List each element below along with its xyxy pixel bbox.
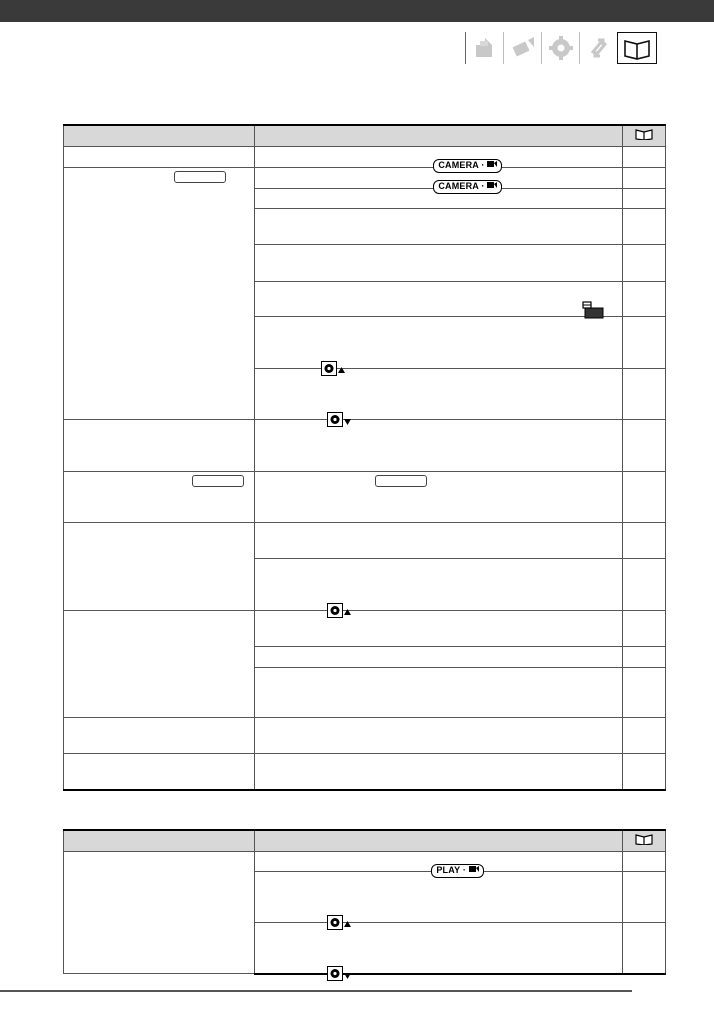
table-row bbox=[64, 523, 666, 559]
joystick-down-icon bbox=[327, 412, 351, 427]
joystick-down-icon bbox=[327, 966, 351, 981]
row-page-ref bbox=[622, 369, 665, 420]
row-description bbox=[255, 754, 623, 790]
row-description bbox=[255, 147, 623, 168]
row-label bbox=[64, 168, 255, 420]
row-label bbox=[64, 718, 255, 754]
manual-book-icon[interactable] bbox=[617, 32, 657, 64]
camera-movie-icon[interactable] bbox=[503, 32, 541, 64]
row-description bbox=[255, 852, 623, 875]
table-header-row bbox=[64, 125, 666, 147]
joystick-up-icon bbox=[321, 361, 345, 376]
row-label bbox=[64, 420, 255, 472]
header-cell-page-ref bbox=[622, 125, 665, 147]
row-description bbox=[255, 718, 623, 754]
movie-camera-icon bbox=[487, 160, 497, 168]
settings-gear-icon[interactable] bbox=[541, 32, 579, 64]
book-icon bbox=[635, 833, 653, 845]
header-cell-description bbox=[255, 125, 623, 147]
row-label bbox=[64, 147, 255, 168]
header-cell-item bbox=[64, 125, 255, 147]
row-description bbox=[255, 317, 623, 369]
row-page-ref bbox=[622, 611, 665, 647]
row-description bbox=[255, 611, 623, 647]
row-description bbox=[255, 420, 623, 472]
table-header-row bbox=[64, 830, 666, 852]
row-page-ref bbox=[622, 872, 665, 923]
row-page-ref bbox=[622, 147, 665, 168]
row-page-ref bbox=[622, 718, 665, 754]
header-cell-page-ref bbox=[622, 830, 665, 852]
row-description bbox=[255, 872, 623, 923]
movie-camera-icon bbox=[469, 865, 479, 873]
mode-tag bbox=[174, 171, 226, 183]
row-page-ref bbox=[622, 420, 665, 472]
row-description bbox=[255, 472, 623, 523]
table-row bbox=[64, 852, 666, 872]
transfer-arrows-icon[interactable] bbox=[579, 32, 617, 64]
header-cell-item bbox=[64, 830, 255, 852]
row-label bbox=[64, 611, 255, 718]
row-page-ref bbox=[622, 209, 665, 245]
row-description bbox=[255, 668, 623, 718]
video-snapshot-icon bbox=[581, 301, 605, 319]
table-row bbox=[64, 147, 666, 168]
row-description bbox=[255, 523, 623, 559]
table-row bbox=[64, 420, 666, 472]
row-label bbox=[64, 523, 255, 611]
row-description bbox=[255, 559, 623, 611]
row-page-ref bbox=[622, 189, 665, 209]
mode-tag bbox=[375, 475, 427, 487]
joystick-up-icon bbox=[327, 915, 351, 930]
book-icon bbox=[635, 128, 653, 140]
row-page-ref bbox=[622, 559, 665, 611]
row-description bbox=[255, 369, 623, 420]
row-page-ref bbox=[622, 668, 665, 718]
row-page-ref bbox=[622, 923, 665, 974]
row-page-ref bbox=[622, 523, 665, 559]
row-page-ref bbox=[622, 647, 665, 668]
table-row bbox=[64, 718, 666, 754]
play-mode-badge: PLAY · bbox=[431, 864, 483, 878]
row-page-ref bbox=[622, 472, 665, 523]
row-description bbox=[255, 923, 623, 974]
footer-rule bbox=[0, 990, 632, 992]
header-bar bbox=[0, 0, 714, 22]
settings-table-1 bbox=[63, 124, 666, 791]
row-page-ref bbox=[622, 168, 665, 189]
row-description bbox=[255, 209, 623, 245]
row-description bbox=[255, 282, 623, 317]
movie-camera-icon bbox=[487, 181, 497, 189]
settings-table-2 bbox=[63, 829, 666, 975]
table-row bbox=[64, 168, 666, 189]
row-page-ref bbox=[622, 282, 665, 317]
camera-recording-icon[interactable] bbox=[465, 32, 503, 64]
row-page-ref bbox=[622, 754, 665, 790]
row-description bbox=[255, 245, 623, 282]
camera-mode-badge: CAMERA · bbox=[433, 180, 502, 194]
row-page-ref bbox=[622, 245, 665, 282]
row-label bbox=[64, 472, 255, 523]
camera-mode-badge: CAMERA · bbox=[433, 159, 502, 173]
table-row bbox=[64, 754, 666, 790]
mode-tag bbox=[192, 475, 244, 487]
row-label bbox=[64, 754, 255, 790]
row-description bbox=[255, 647, 623, 668]
joystick-up-icon bbox=[327, 603, 351, 618]
table-row bbox=[64, 611, 666, 647]
section-nav-icons bbox=[465, 32, 657, 64]
row-label bbox=[64, 852, 255, 974]
row-page-ref bbox=[622, 317, 665, 369]
header-cell-description bbox=[255, 830, 623, 852]
table-row bbox=[64, 472, 666, 523]
row-page-ref bbox=[622, 852, 665, 872]
